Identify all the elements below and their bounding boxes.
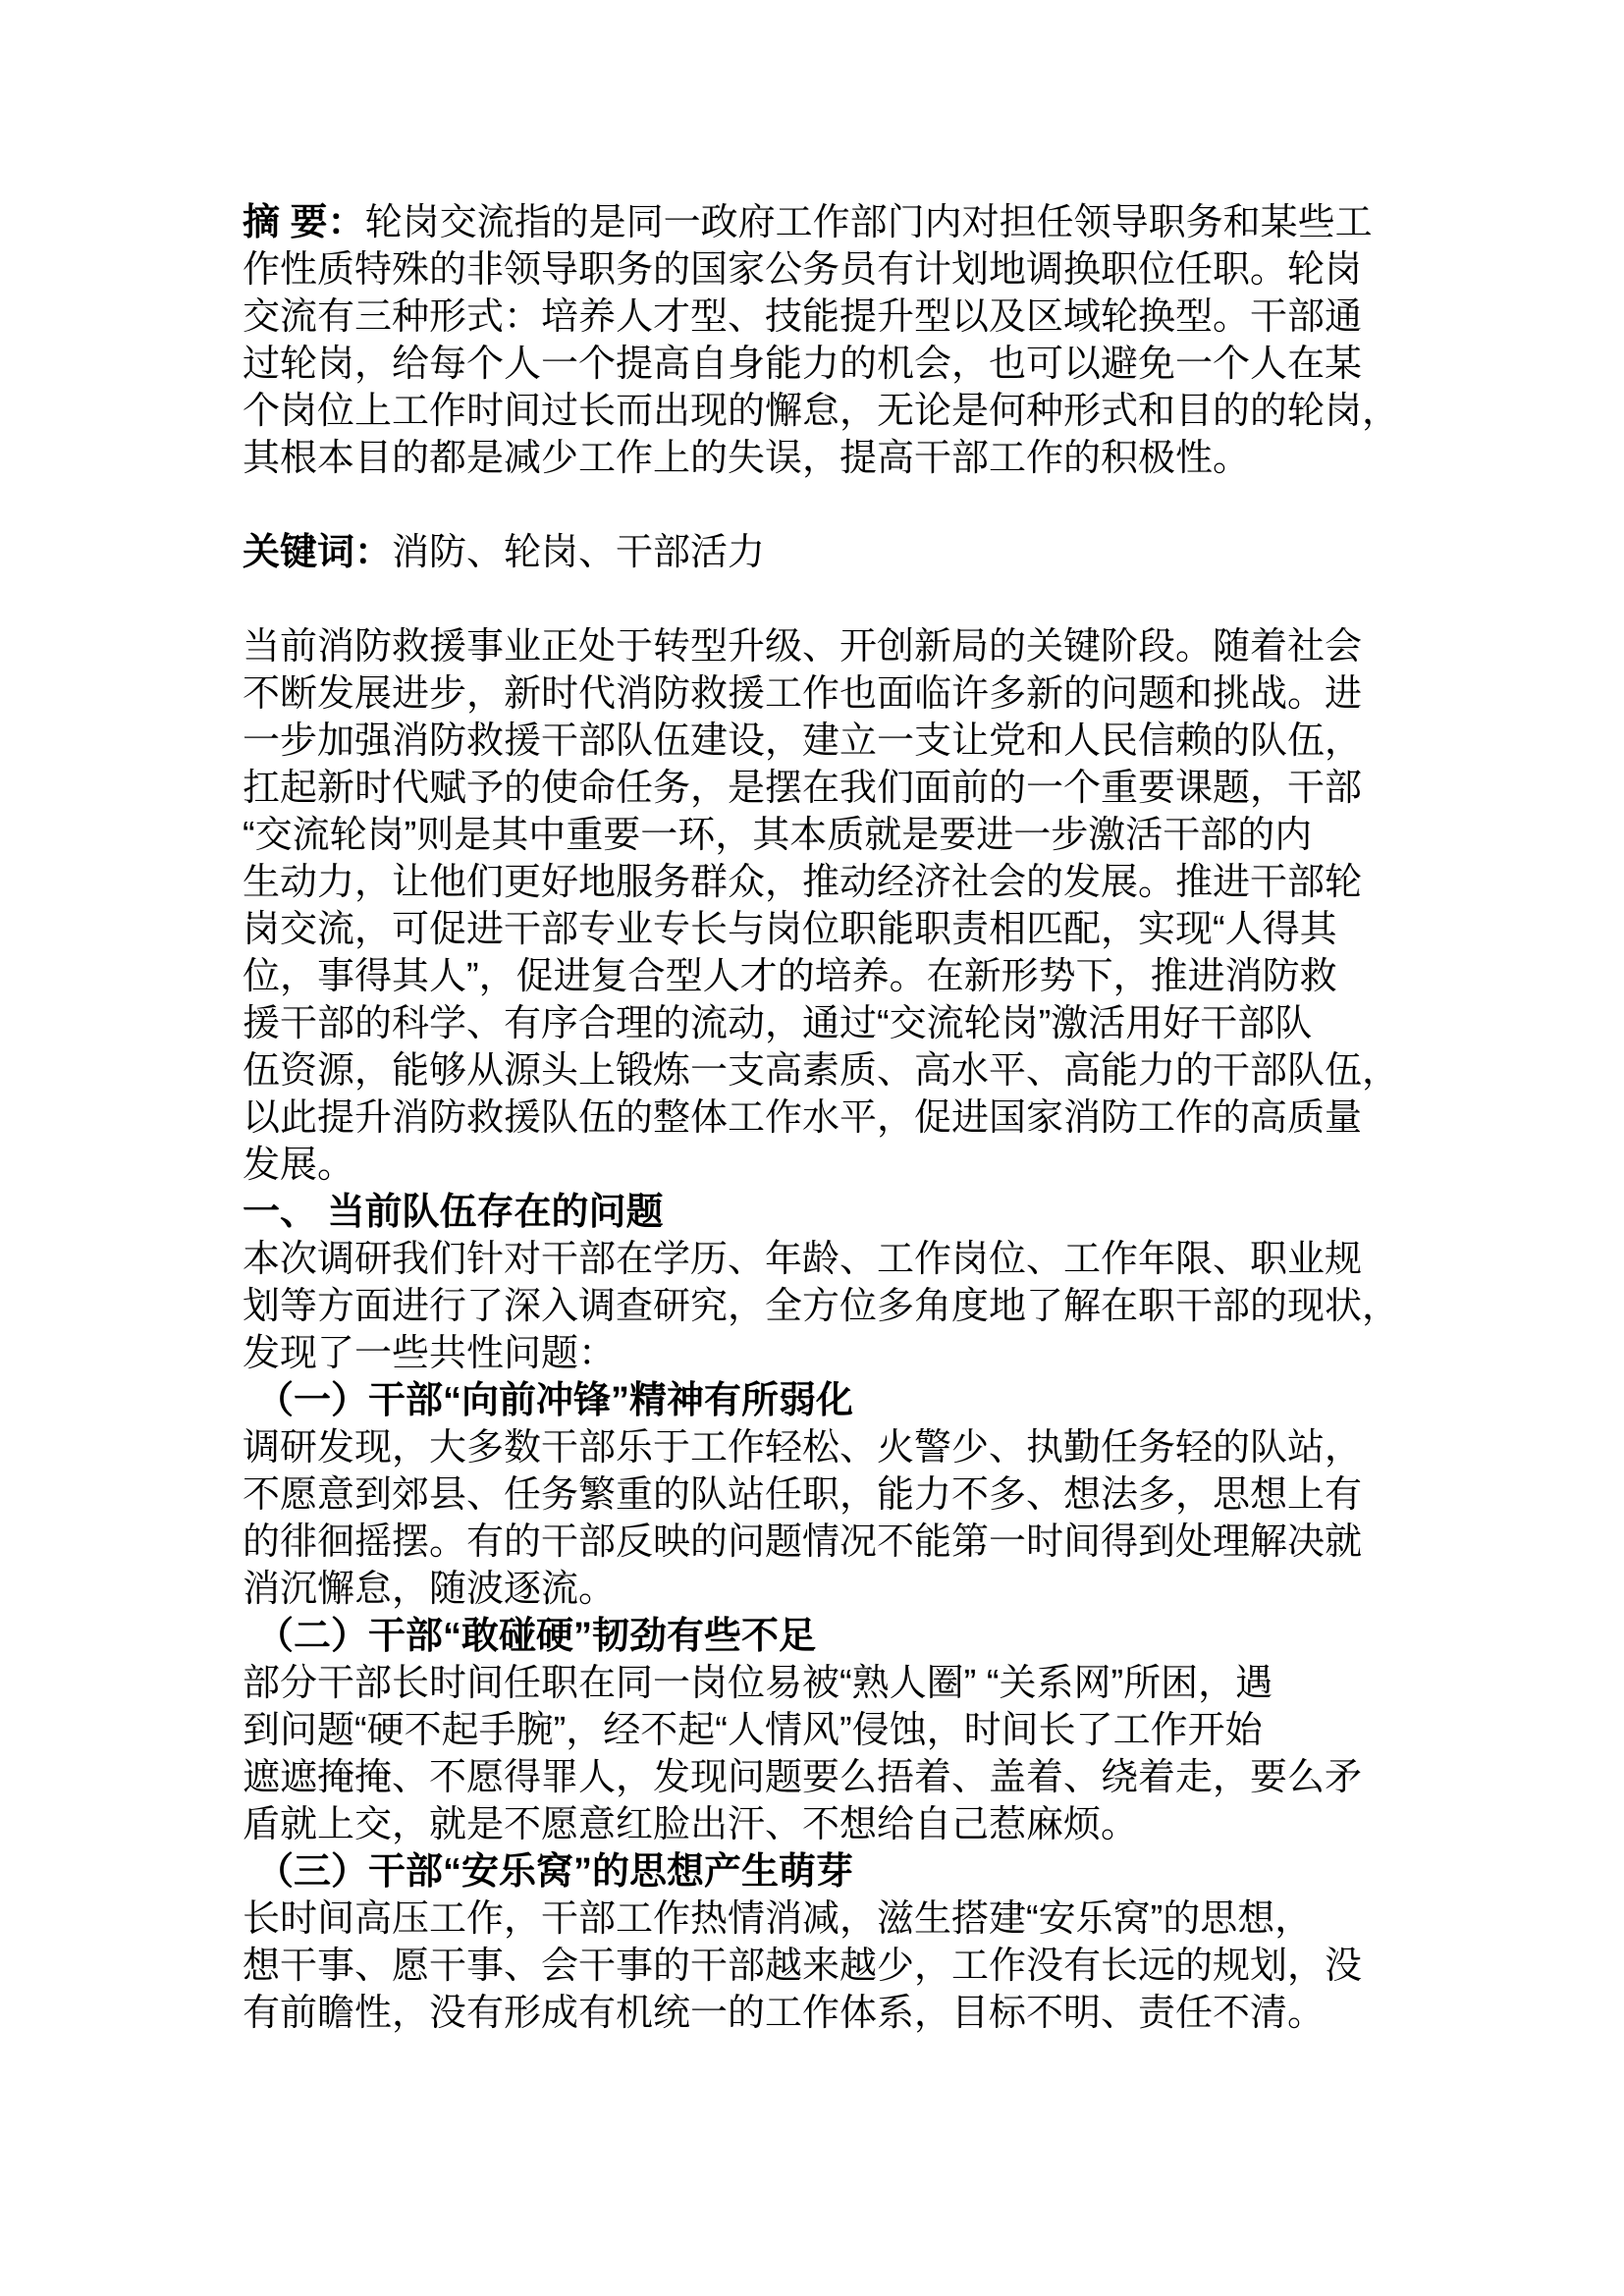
- text-line: 的徘徊摇摆。有的干部反映的问题情况不能第一时间得到处理解决就: [243, 1522, 1363, 1563]
- text-line: [243, 199, 1372, 246]
- line-text: 轮岗交流指的是同一政府工作部门内对担任领导职务和某些工: [364, 202, 1373, 243]
- text-line: 其根本目的都是减少工作上的失误，提高干部工作的积极性。: [243, 438, 1251, 479]
- text-line: 有前瞻性，没有形成有机统一的工作体系，目标不明、责任不清。: [243, 1993, 1326, 2034]
- text-line: 以此提升消防救援队伍的整体工作水平，促进国家消防工作的高质量: [243, 1097, 1363, 1139]
- section-heading-1: [243, 1189, 1372, 1236]
- text-line: 个岗位上工作时间过长而出现的懈怠，无论是何种形式和目的的轮岗，: [243, 391, 1400, 432]
- text-line: （三）干部“安乐窝”的思想产生萌芽: [256, 1851, 854, 1893]
- spacer: [243, 576, 1372, 623]
- text-line: “交流轮岗”则是其中重要一环，其本质就是要进一步激活干部的内: [243, 815, 1313, 856]
- text-line: 伍资源，能够从源头上锻炼一支高素质、高水平、高能力的干部队伍，: [243, 1050, 1400, 1092]
- text-line: 想干事、愿干事、会干事的干部越来越少，工作没有长远的规划，没: [243, 1946, 1363, 1987]
- text-line: 扛起新时代赋予的使命任务，是摆在我们面前的一个重要课题，干部: [243, 768, 1363, 809]
- text-line: 发展。: [243, 1145, 355, 1186]
- spacer: [243, 482, 1372, 529]
- bold-lead-in: 关键词：: [243, 532, 393, 573]
- text-line: 援干部的科学、有序合理的流动，通过“交流轮岗”激活用好干部队: [243, 1003, 1313, 1044]
- text-line: 交流有三种形式：培养人才型、技能提升型以及区域轮换型。干部通: [243, 296, 1363, 338]
- problem-2-paragraph: [243, 1660, 1372, 1848]
- text-line: 调研发现，大多数干部乐于工作轻松、火警少、执勤任务轻的队站，: [243, 1427, 1363, 1468]
- text-line: 盾就上交，就是不愿意红脸出汗、不想给自己惹麻烦。: [243, 1804, 1139, 1845]
- text-line: 位，事得其人”，促进复合型人才的培养。在新形势下，推进消防救: [243, 956, 1337, 997]
- abstract-paragraph: [243, 199, 1400, 482]
- text-line: 当前消防救援事业正处于转型升级、开创新局的关键阶段。随着社会: [243, 626, 1363, 667]
- text-line: 作性质特殊的非领导职务的国家公务员有计划地调换职位任职。轮岗: [243, 249, 1363, 291]
- problem-3-paragraph: [243, 1896, 1372, 2037]
- intro-paragraph: [243, 623, 1400, 1189]
- line-text: 消防、轮岗、干部活力: [392, 532, 766, 573]
- text-line: 过轮岗，给每个人一个提高自身能力的机会，也可以避免一个人在某: [243, 344, 1363, 385]
- text-line: 不断发展进步，新时代消防救援工作也面临许多新的问题和挑战。进: [243, 673, 1363, 715]
- text-line: 本次调研我们针对干部在学历、年龄、工作岗位、工作年限、职业规: [243, 1239, 1363, 1280]
- survey-paragraph: [243, 1236, 1400, 1377]
- text-line: 不愿意到郊县、任务繁重的队站任职，能力不多、想法多，思想上有: [243, 1474, 1363, 1516]
- text-line: 到问题“硬不起手腕”，经不起“人情风”侵蚀，时间长了工作开始: [243, 1710, 1263, 1751]
- document-body: [243, 199, 1400, 2037]
- text-line: 发现了一些共性问题：: [243, 1333, 617, 1374]
- text-line: 消沉懈怠，随波逐流。: [243, 1569, 617, 1610]
- text-line: 一、 当前队伍存在的问题: [243, 1192, 664, 1233]
- text-line: 部分干部长时间任职在同一岗位易被“熟人圈” “关系网”所困，遇: [243, 1663, 1273, 1704]
- subsection-heading-1: [243, 1377, 1372, 1424]
- keywords-line: [243, 529, 1372, 576]
- text-line: 遮遮掩掩、不愿得罪人，发现问题要么捂着、盖着、绕着走，要么矛: [243, 1757, 1363, 1798]
- subsection-heading-3: [243, 1848, 1372, 1896]
- text-line: [243, 529, 1372, 576]
- text-line: 划等方面进行了深入调查研究，全方位多角度地了解在职干部的现状，: [243, 1286, 1400, 1327]
- bold-lead-in: 摘 要：: [243, 202, 365, 243]
- text-line: （一）干部“向前冲锋”精神有所弱化: [256, 1380, 854, 1421]
- text-line: 一步加强消防救援干部队伍建设，建立一支让党和人民信赖的队伍，: [243, 721, 1363, 762]
- text-line: 生动力，让他们更好地服务群众，推动经济社会的发展。推进干部轮: [243, 862, 1363, 903]
- problem-1-paragraph: [243, 1424, 1372, 1613]
- text-line: （二）干部“敢碰硬”韧劲有些不足: [256, 1616, 817, 1657]
- subsection-heading-2: [243, 1613, 1372, 1660]
- text-line: 岗交流，可促进干部专业专长与岗位职能职责相匹配，实现“人得其: [243, 909, 1337, 950]
- text-line: 长时间高压工作，干部工作热情消减，滋生搭建“安乐窝”的思想，: [243, 1898, 1313, 1940]
